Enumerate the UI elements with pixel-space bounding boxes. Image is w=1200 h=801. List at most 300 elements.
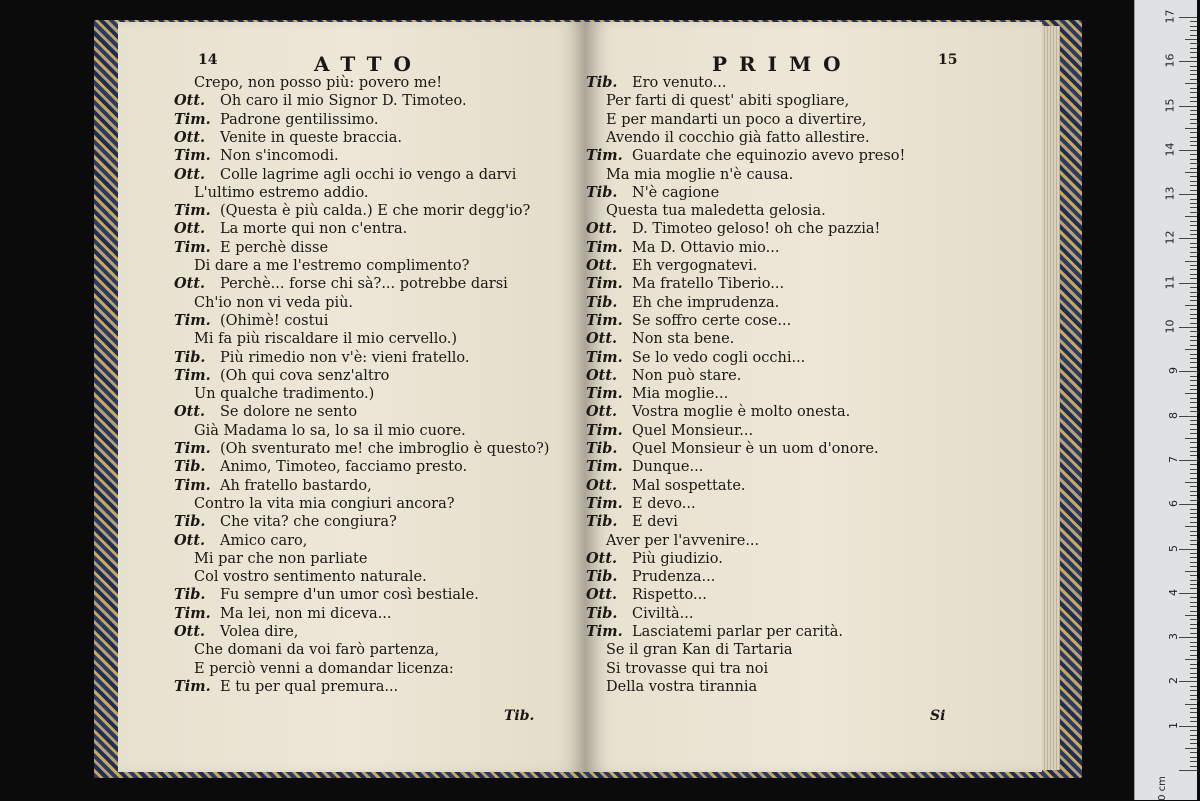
ruler-tick bbox=[1185, 172, 1197, 173]
speaker-label: Ott. bbox=[586, 366, 618, 384]
text-line bbox=[194, 385, 374, 403]
ruler-tick bbox=[1190, 407, 1197, 408]
speaker-label: Tim. bbox=[586, 275, 623, 293]
ruler-tick bbox=[1179, 770, 1197, 771]
ruler-tick bbox=[1190, 455, 1197, 456]
line-text: (Ohimè! costui bbox=[220, 312, 329, 329]
speaker-label: Tib. bbox=[174, 348, 206, 366]
speaker-label: Tim. bbox=[586, 494, 623, 512]
ruler-tick bbox=[1190, 66, 1197, 67]
line-text: Dunque... bbox=[632, 459, 704, 476]
line-text: Quel Monsieur è un uom d'onore. bbox=[632, 441, 879, 457]
ruler-tick bbox=[1190, 739, 1197, 740]
ruler-tick bbox=[1190, 318, 1197, 319]
speaker-label: Ott. bbox=[174, 531, 206, 549]
text-line bbox=[586, 568, 715, 586]
ruler-tick bbox=[1190, 451, 1197, 452]
line-text: Ch'io non vi veda più. bbox=[194, 294, 354, 311]
speaker-label: Tim. bbox=[174, 476, 211, 494]
text-line bbox=[606, 129, 870, 147]
ruler-tick bbox=[1190, 761, 1197, 762]
ruler-tick bbox=[1190, 30, 1197, 31]
ruler-tick bbox=[1190, 562, 1197, 563]
line-text: Eh che imprudenza. bbox=[632, 294, 780, 311]
line-text: Colle lagrime agli occhi io vengo a darvi bbox=[220, 166, 517, 183]
ruler-tick bbox=[1190, 141, 1197, 142]
speaker-label: Tib. bbox=[586, 293, 618, 311]
text-line bbox=[194, 294, 353, 312]
line-text: Crepo, non posso più: povero me! bbox=[194, 75, 443, 91]
ruler-tick bbox=[1190, 535, 1197, 536]
ruler-tick bbox=[1190, 362, 1197, 363]
ruler-tick bbox=[1190, 114, 1197, 115]
line-text: Ma D. Ottavio mio... bbox=[632, 239, 780, 256]
ruler-tick bbox=[1190, 491, 1197, 492]
ruler-tick bbox=[1190, 721, 1197, 722]
text-line bbox=[194, 257, 469, 275]
speaker-label: Ott. bbox=[174, 403, 206, 421]
line-text: Si trovasse qui tra noi bbox=[606, 660, 769, 677]
line-text: Più giudizio. bbox=[632, 550, 723, 567]
ruler-tick bbox=[1190, 247, 1197, 248]
ruler-tick bbox=[1190, 624, 1197, 625]
ruler-number: 12 bbox=[1163, 230, 1177, 245]
speaker-label: Ott. bbox=[586, 586, 618, 604]
ruler-tick bbox=[1190, 292, 1197, 293]
text-line bbox=[586, 330, 734, 348]
speaker-label: Ott. bbox=[586, 476, 618, 494]
ruler-tick bbox=[1190, 269, 1197, 270]
line-text: Prudenza... bbox=[632, 569, 716, 586]
text-line bbox=[606, 660, 768, 678]
speaker-label: Tim. bbox=[586, 238, 623, 256]
ruler-tick bbox=[1190, 74, 1197, 75]
ruler-tick bbox=[1190, 517, 1197, 518]
line-text: Aver per l'avvenire... bbox=[606, 532, 760, 549]
ruler-tick bbox=[1190, 234, 1197, 235]
ruler-tick bbox=[1190, 274, 1197, 275]
line-text: Venite in queste braccia. bbox=[220, 129, 402, 146]
ruler-tick bbox=[1179, 549, 1197, 550]
text-line bbox=[174, 513, 397, 531]
ruler-tick bbox=[1190, 190, 1197, 191]
ruler-tick bbox=[1190, 686, 1197, 687]
ruler-number: 15 bbox=[1163, 98, 1177, 112]
ruler-tick bbox=[1190, 221, 1197, 222]
line-text: Della vostra tirannia bbox=[606, 678, 758, 695]
speaker-label: Ott. bbox=[586, 330, 618, 348]
speaker-label: Tim. bbox=[586, 385, 623, 403]
speaker-label: Tib. bbox=[174, 586, 206, 604]
speaker-label: Ott. bbox=[174, 623, 206, 640]
ruler-tick bbox=[1179, 150, 1197, 151]
ruler-tick bbox=[1185, 526, 1197, 527]
speaker-label: Ott. bbox=[174, 92, 206, 110]
ruler-tick bbox=[1190, 752, 1197, 753]
ruler-tick bbox=[1190, 509, 1197, 510]
line-text: Volea dire, bbox=[220, 624, 299, 640]
speaker-label: Tim. bbox=[586, 147, 623, 165]
ruler-tick bbox=[1190, 553, 1197, 554]
ruler-tick bbox=[1190, 168, 1197, 169]
text-line bbox=[586, 367, 741, 385]
ruler-tick bbox=[1179, 61, 1197, 62]
ruler-tick bbox=[1190, 646, 1197, 647]
ruler-tick bbox=[1190, 300, 1197, 301]
measurement-ruler bbox=[1134, 0, 1197, 800]
line-text: Contro la vita mia congiuri ancora? bbox=[194, 495, 455, 512]
line-text: Ma lei, non mi diceva... bbox=[220, 605, 392, 622]
line-text: Guardate che equinozio avevo preso! bbox=[632, 148, 906, 165]
ruler-tick bbox=[1179, 681, 1197, 682]
speaker-label: Tib. bbox=[174, 458, 206, 476]
speaker-label: Tib. bbox=[586, 604, 618, 622]
speaker-label: Tib. bbox=[586, 74, 618, 91]
ruler-tick bbox=[1185, 216, 1197, 217]
ruler-tick bbox=[1190, 163, 1197, 164]
text-line bbox=[606, 678, 757, 696]
ruler-tick bbox=[1190, 766, 1197, 767]
text-line bbox=[586, 349, 805, 367]
line-text: Se lo vedo cogli occhi... bbox=[632, 349, 806, 366]
ruler-tick bbox=[1190, 256, 1197, 257]
line-text: Col vostro sentimento naturale. bbox=[194, 569, 427, 586]
ruler-tick bbox=[1190, 522, 1197, 523]
ruler-tick bbox=[1185, 39, 1197, 40]
ruler-tick bbox=[1190, 606, 1197, 607]
ruler-tick bbox=[1190, 358, 1197, 359]
text-line bbox=[586, 147, 905, 165]
ruler-tick bbox=[1190, 354, 1197, 355]
text-line bbox=[606, 111, 866, 129]
text-line bbox=[586, 294, 779, 312]
ruler-tick bbox=[1190, 92, 1197, 93]
speaker-label: Tim. bbox=[174, 366, 211, 384]
ruler-tick bbox=[1179, 726, 1197, 727]
ruler-tick bbox=[1179, 327, 1197, 328]
line-text: Non sta bene. bbox=[632, 331, 735, 348]
right-page bbox=[586, 22, 1042, 772]
ruler-tick bbox=[1190, 611, 1197, 612]
line-text: Avendo il cocchio già fatto allestire. bbox=[606, 129, 870, 146]
line-text: Più rimedio non v'è: vieni fratello. bbox=[220, 349, 470, 366]
speaker-label: Tim. bbox=[586, 623, 623, 640]
ruler-tick bbox=[1190, 376, 1197, 377]
text-line bbox=[586, 586, 707, 604]
text-line bbox=[586, 239, 779, 257]
ruler-tick bbox=[1185, 571, 1197, 572]
ruler-number: 7 bbox=[1167, 455, 1180, 463]
speaker-label: Tim. bbox=[174, 202, 211, 220]
line-text: Ma mia moglie n'è causa. bbox=[606, 166, 794, 183]
page-edge bbox=[1042, 26, 1060, 770]
ruler-number: 17 bbox=[1163, 9, 1177, 24]
text-line bbox=[174, 220, 407, 238]
line-text: E tu per qual premura... bbox=[220, 678, 399, 695]
speaker-label: Tim. bbox=[586, 458, 623, 476]
ruler-tick bbox=[1190, 655, 1197, 656]
ruler-number: 13 bbox=[1163, 186, 1177, 201]
ruler-tick bbox=[1190, 57, 1197, 58]
text-line bbox=[174, 166, 516, 184]
line-text: Fu sempre d'un umor così bestiale. bbox=[220, 587, 479, 604]
line-text: Se dolore ne sento bbox=[220, 404, 358, 421]
line-text: (Questa è più calda.) E che morir degg'io? bbox=[220, 203, 531, 220]
ruler-tick bbox=[1190, 385, 1197, 386]
ruler-tick bbox=[1190, 677, 1197, 678]
ruler-tick bbox=[1190, 207, 1197, 208]
ruler-tick bbox=[1190, 619, 1197, 620]
text-line bbox=[194, 74, 442, 92]
ruler-tick bbox=[1179, 283, 1197, 284]
ruler-tick bbox=[1179, 593, 1197, 594]
text-line bbox=[606, 641, 793, 659]
text-line bbox=[606, 92, 849, 110]
text-line bbox=[194, 495, 455, 513]
ruler-tick bbox=[1190, 331, 1197, 332]
text-line bbox=[586, 477, 746, 495]
text-line bbox=[586, 385, 728, 403]
ruler-tick bbox=[1190, 97, 1197, 98]
text-line bbox=[174, 312, 328, 330]
speaker-label: Tib. bbox=[586, 440, 618, 457]
ruler-tick bbox=[1190, 287, 1197, 288]
ruler-tick bbox=[1190, 398, 1197, 399]
speaker-label: Tib. bbox=[586, 183, 618, 201]
ruler-tick bbox=[1190, 52, 1197, 53]
line-text: D. Timoteo geloso! oh che pazzia! bbox=[632, 221, 881, 238]
ruler-tick bbox=[1190, 690, 1197, 691]
ruler-tick bbox=[1190, 447, 1197, 448]
line-text: Ma fratello Tiberio... bbox=[632, 276, 785, 293]
ruler-tick bbox=[1190, 296, 1197, 297]
ruler-tick bbox=[1190, 642, 1197, 643]
line-text: Mi par che non parliate bbox=[194, 550, 368, 567]
line-text: Che vita? che congiura? bbox=[220, 514, 397, 531]
ruler-tick bbox=[1190, 597, 1197, 598]
page-number: 14 bbox=[198, 52, 218, 68]
line-text: Ah fratello bastardo, bbox=[220, 477, 372, 494]
ruler-tick bbox=[1190, 664, 1197, 665]
text-line bbox=[586, 74, 726, 92]
ruler-tick bbox=[1190, 650, 1197, 651]
text-line bbox=[174, 678, 398, 696]
speaker-label: Ott. bbox=[174, 275, 206, 293]
line-text: Un qualche tradimento.) bbox=[194, 386, 375, 403]
speaker-label: Tib. bbox=[586, 568, 618, 586]
ruler-tick bbox=[1190, 735, 1197, 736]
ruler-tick bbox=[1190, 566, 1197, 567]
ruler-number: 9 bbox=[1167, 367, 1180, 375]
ruler-tick bbox=[1185, 83, 1197, 84]
text-line bbox=[606, 532, 759, 550]
ruler-tick bbox=[1185, 349, 1197, 350]
text-line bbox=[194, 422, 466, 440]
ruler-tick bbox=[1179, 17, 1197, 18]
ruler-tick bbox=[1190, 185, 1197, 186]
text-line bbox=[174, 605, 391, 623]
ruler-number: 4 bbox=[1167, 588, 1180, 596]
text-line bbox=[174, 623, 298, 641]
ruler-tick bbox=[1190, 464, 1197, 465]
ruler-tick bbox=[1190, 389, 1197, 390]
ruler-tick bbox=[1190, 132, 1197, 133]
running-head: PRIMO bbox=[712, 52, 853, 76]
ruler-tick bbox=[1190, 429, 1197, 430]
line-text: Già Madama lo sa, lo sa il mio cuore. bbox=[194, 422, 466, 439]
speaker-label: Tib. bbox=[586, 513, 618, 531]
ruler-tick bbox=[1190, 35, 1197, 36]
text-line bbox=[586, 220, 880, 238]
line-text: Padrone gentilissimo. bbox=[220, 111, 379, 128]
ruler-tick bbox=[1190, 230, 1197, 231]
ruler-tick bbox=[1190, 159, 1197, 160]
ruler-tick bbox=[1190, 43, 1197, 44]
ruler-tick bbox=[1190, 265, 1197, 266]
ruler-tick bbox=[1190, 411, 1197, 412]
ruler-number: 14 bbox=[1163, 142, 1177, 157]
line-text: Oh caro il mio Signor D. Timoteo. bbox=[220, 93, 467, 110]
text-line bbox=[174, 440, 549, 458]
line-text: Rispetto... bbox=[632, 587, 707, 604]
speaker-label: Tim. bbox=[174, 440, 211, 457]
ruler-tick bbox=[1179, 371, 1197, 372]
line-text: L'ultimo estremo addio. bbox=[194, 184, 369, 201]
text-line bbox=[586, 440, 879, 458]
speaker-label: Ott. bbox=[586, 257, 618, 274]
ruler-tick bbox=[1179, 238, 1197, 239]
running-head: ATTO bbox=[314, 52, 423, 76]
text-line bbox=[174, 586, 479, 604]
ruler-tick bbox=[1185, 128, 1197, 129]
ruler-number: 16 bbox=[1163, 53, 1177, 68]
ruler-tick bbox=[1190, 101, 1197, 102]
ruler-tick bbox=[1190, 580, 1197, 581]
ruler-tick bbox=[1190, 88, 1197, 89]
ruler-tick bbox=[1190, 588, 1197, 589]
text-line bbox=[586, 495, 696, 513]
line-text: Ero venuto... bbox=[632, 75, 727, 91]
ruler-tick bbox=[1190, 633, 1197, 634]
speaker-label: Ott. bbox=[174, 220, 206, 238]
speaker-label: Ott. bbox=[586, 403, 618, 421]
text-line bbox=[174, 111, 379, 129]
ruler-tick bbox=[1190, 730, 1197, 731]
speaker-label: Tim. bbox=[586, 348, 623, 366]
ruler-tick bbox=[1190, 708, 1197, 709]
ruler-number: 8 bbox=[1167, 411, 1180, 419]
ruler-tick bbox=[1190, 757, 1197, 758]
ruler-tick bbox=[1185, 482, 1197, 483]
text-line bbox=[586, 184, 719, 202]
ruler-tick bbox=[1190, 212, 1197, 213]
ruler-tick bbox=[1190, 478, 1197, 479]
ruler-tick bbox=[1190, 154, 1197, 155]
line-text: Lasciatemi parlar per carità. bbox=[632, 624, 844, 640]
ruler-tick bbox=[1185, 615, 1197, 616]
ruler-tick bbox=[1190, 345, 1197, 346]
ruler-tick bbox=[1190, 181, 1197, 182]
text-line bbox=[174, 349, 469, 367]
ruler-tick bbox=[1190, 469, 1197, 470]
text-line bbox=[194, 568, 427, 586]
ruler-tick bbox=[1190, 380, 1197, 381]
text-line bbox=[586, 257, 757, 275]
line-text: N'è cagione bbox=[632, 184, 720, 201]
ruler-tick bbox=[1190, 540, 1197, 541]
ruler-tick bbox=[1185, 704, 1197, 705]
left-page bbox=[118, 22, 587, 772]
text-line bbox=[194, 641, 439, 659]
ruler-tick bbox=[1190, 602, 1197, 603]
ruler-tick bbox=[1185, 659, 1197, 660]
line-text: Eh vergognatevi. bbox=[632, 258, 758, 274]
ruler-tick bbox=[1190, 717, 1197, 718]
ruler-tick bbox=[1190, 278, 1197, 279]
text-line bbox=[174, 275, 508, 293]
line-text: (Oh sventurato me! che imbroglio è questo?) bbox=[220, 441, 550, 457]
ruler-tick bbox=[1190, 314, 1197, 315]
ruler-number: 10 bbox=[1163, 319, 1177, 334]
ruler-tick bbox=[1185, 748, 1197, 749]
page-number: 15 bbox=[938, 52, 958, 68]
line-text: Questa tua maledetta gelosia. bbox=[606, 203, 826, 220]
text-line bbox=[586, 605, 694, 623]
ruler-tick bbox=[1190, 486, 1197, 487]
line-text: Quel Monsieur... bbox=[632, 422, 754, 439]
speaker-label: Ott. bbox=[174, 128, 206, 146]
ruler-tick bbox=[1190, 673, 1197, 674]
line-text: (Oh qui cova senz'altro bbox=[220, 367, 390, 384]
speaker-label: Ott. bbox=[586, 220, 618, 238]
ruler-tick bbox=[1190, 668, 1197, 669]
speaker-label: Ott. bbox=[586, 549, 618, 567]
ruler-tick bbox=[1190, 225, 1197, 226]
ruler-tick bbox=[1179, 504, 1197, 505]
speaker-label: Tim. bbox=[174, 311, 211, 329]
speaker-label: Tim. bbox=[174, 238, 211, 256]
ruler-tick bbox=[1190, 252, 1197, 253]
ruler-tick bbox=[1190, 420, 1197, 421]
text-line bbox=[586, 312, 791, 330]
text-line bbox=[586, 403, 850, 421]
ruler-tick bbox=[1190, 584, 1197, 585]
text-line bbox=[194, 330, 457, 348]
text-line bbox=[174, 202, 530, 220]
line-text: Animo, Timoteo, facciamo presto. bbox=[220, 459, 468, 476]
ruler-tick bbox=[1190, 176, 1197, 177]
ruler-tick bbox=[1190, 531, 1197, 532]
ruler-number: 5 bbox=[1167, 544, 1180, 552]
line-text: E devo... bbox=[632, 495, 696, 512]
text-line bbox=[194, 184, 369, 202]
line-text: E perchè disse bbox=[220, 239, 329, 256]
speaker-label: Tib. bbox=[174, 513, 206, 531]
ruler-tick bbox=[1190, 473, 1197, 474]
speaker-label: Tim. bbox=[174, 604, 211, 622]
ruler-number: 1 bbox=[1167, 721, 1180, 729]
ruler-tick bbox=[1190, 199, 1197, 200]
text-line bbox=[194, 550, 367, 568]
ruler-tick bbox=[1179, 194, 1197, 195]
speaker-label: Tim. bbox=[586, 311, 623, 329]
line-text: Non s'incomodi. bbox=[220, 148, 339, 165]
ruler-tick bbox=[1190, 712, 1197, 713]
ruler-tick bbox=[1190, 119, 1197, 120]
text-line bbox=[174, 458, 467, 476]
line-text: Mi fa più riscaldare il mio cervello.) bbox=[194, 331, 458, 348]
text-line bbox=[174, 532, 307, 550]
